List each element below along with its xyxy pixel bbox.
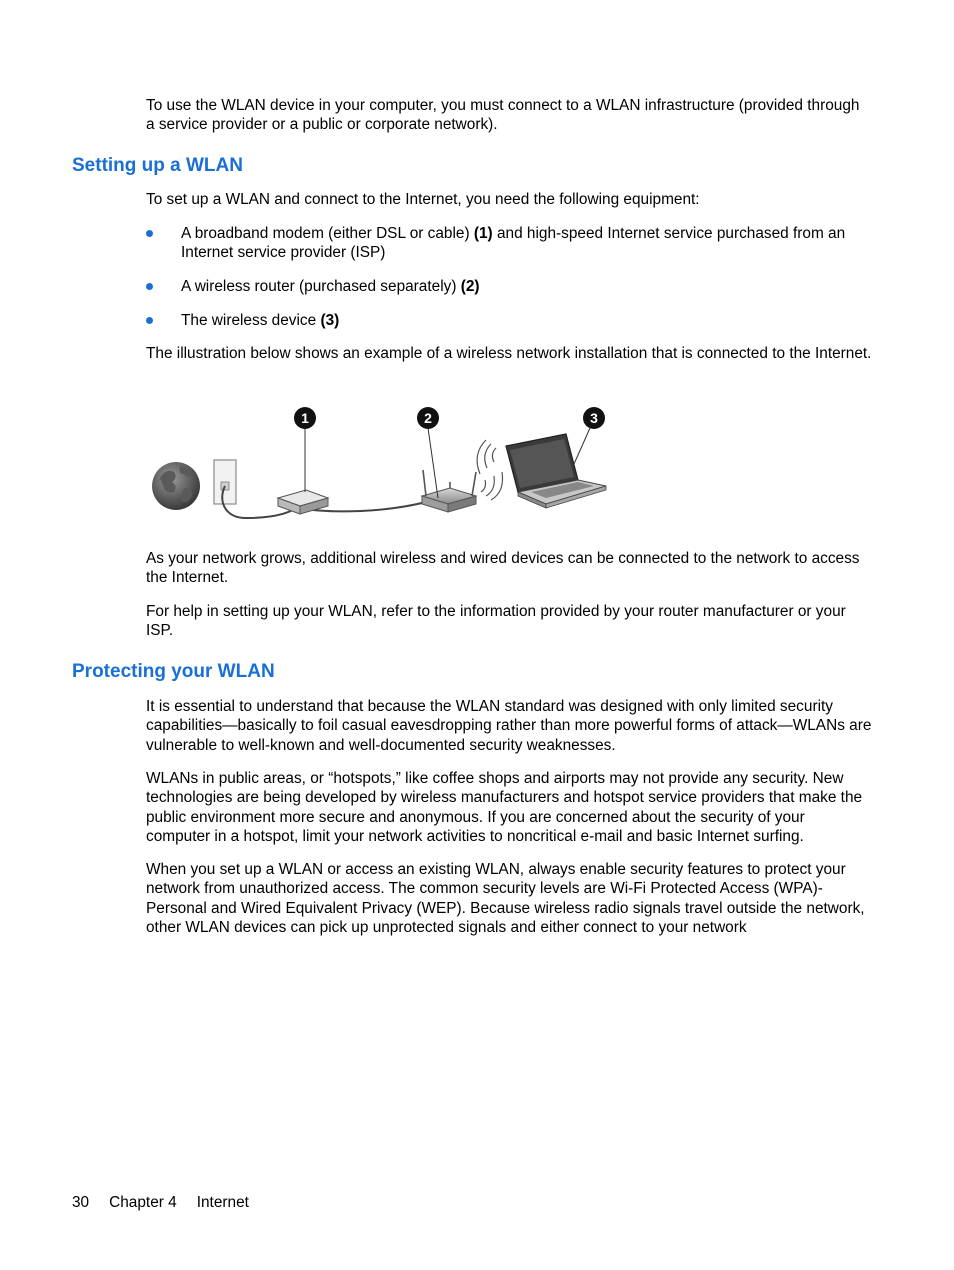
wall-jack-icon [214, 460, 236, 504]
intro-paragraph: To use the WLAN device in your computer, you must connect to a WLAN infrastructure (provided through a service provider or a public or corporate network). [146, 97, 860, 134]
setup-help-paragraph: For help in setting up your WLAN, refer to the information provided by your router manufacturer or your ISP. [146, 603, 846, 640]
list-item-text: The wireless device (3) [181, 312, 340, 329]
security-paragraph-1: It is essential to understand that because the WLAN standard was designed with only limited security capabilities—basically to foil casual eavesdropping rather than more powerful forms of attack—WLANs are vulnerable to well-known and well-documented security weaknesses. [146, 698, 872, 754]
network-growth-paragraph: As your network grows, additional wireless and wired devices can be connected to the network to access the Internet. [146, 550, 860, 587]
chapter-title: Internet [196, 1194, 249, 1211]
security-paragraph-2: WLANs in public areas, or “hotspots,” like coffee shops and airports may not provide any security. New technologies are being developed by wireless manufacturers and hotspot service providers that make the public environment more secure and anonymous. If you are concerned about the security of your computer in a hotspot, limit your network activities to noncritical e-mail and basic Internet surfing. [146, 770, 863, 846]
security-paragraph-3: When you set up a WLAN or access an existing WLAN, always enable security features to protect your network from unauthorized access. The common security levels are Wi-Fi Protected Access (WPA)-Personal and Wired Equivalent Privacy (WEP). Because wireless radio signals travel outside the network, other WLAN devices can pick up unprotected signals and either connect to your network [146, 861, 865, 937]
section-heading-protecting: Protecting your WLAN [72, 661, 275, 682]
bullet-icon [146, 230, 153, 237]
globe-icon [152, 462, 200, 510]
bullet-icon [146, 283, 153, 290]
svg-text:2: 2 [424, 410, 432, 426]
bullet-icon [146, 317, 153, 324]
callout-1 [294, 407, 316, 429]
callout-3 [583, 407, 605, 429]
list-item-text: A wireless router (purchased separately) (2) [181, 278, 480, 295]
laptop-icon [506, 434, 606, 508]
wireless-network-illustration [146, 400, 616, 530]
equipment-lead-paragraph: To set up a WLAN and connect to the Internet, you need the following equipment: [146, 191, 700, 208]
callout-2 [417, 407, 439, 429]
network-diagram [146, 400, 616, 530]
page-footer [72, 1193, 269, 1212]
list-item-text: A broadband modem (either DSL or cable) (1) and high-speed Internet service purchased from an Internet service provider (ISP) [181, 225, 846, 262]
chapter-label: Chapter 4 [109, 1194, 177, 1211]
svg-text:1: 1 [301, 410, 309, 426]
section-heading-setting-up: Setting up a WLAN [72, 155, 243, 176]
illustration-caption: The illustration below shows an example of a wireless network installation that is connected to the Internet. [146, 345, 872, 362]
wireless-signal-icon [477, 440, 502, 500]
wireless-router-icon [422, 470, 476, 512]
page-number: 30 [72, 1194, 90, 1211]
svg-text:3: 3 [590, 410, 598, 426]
